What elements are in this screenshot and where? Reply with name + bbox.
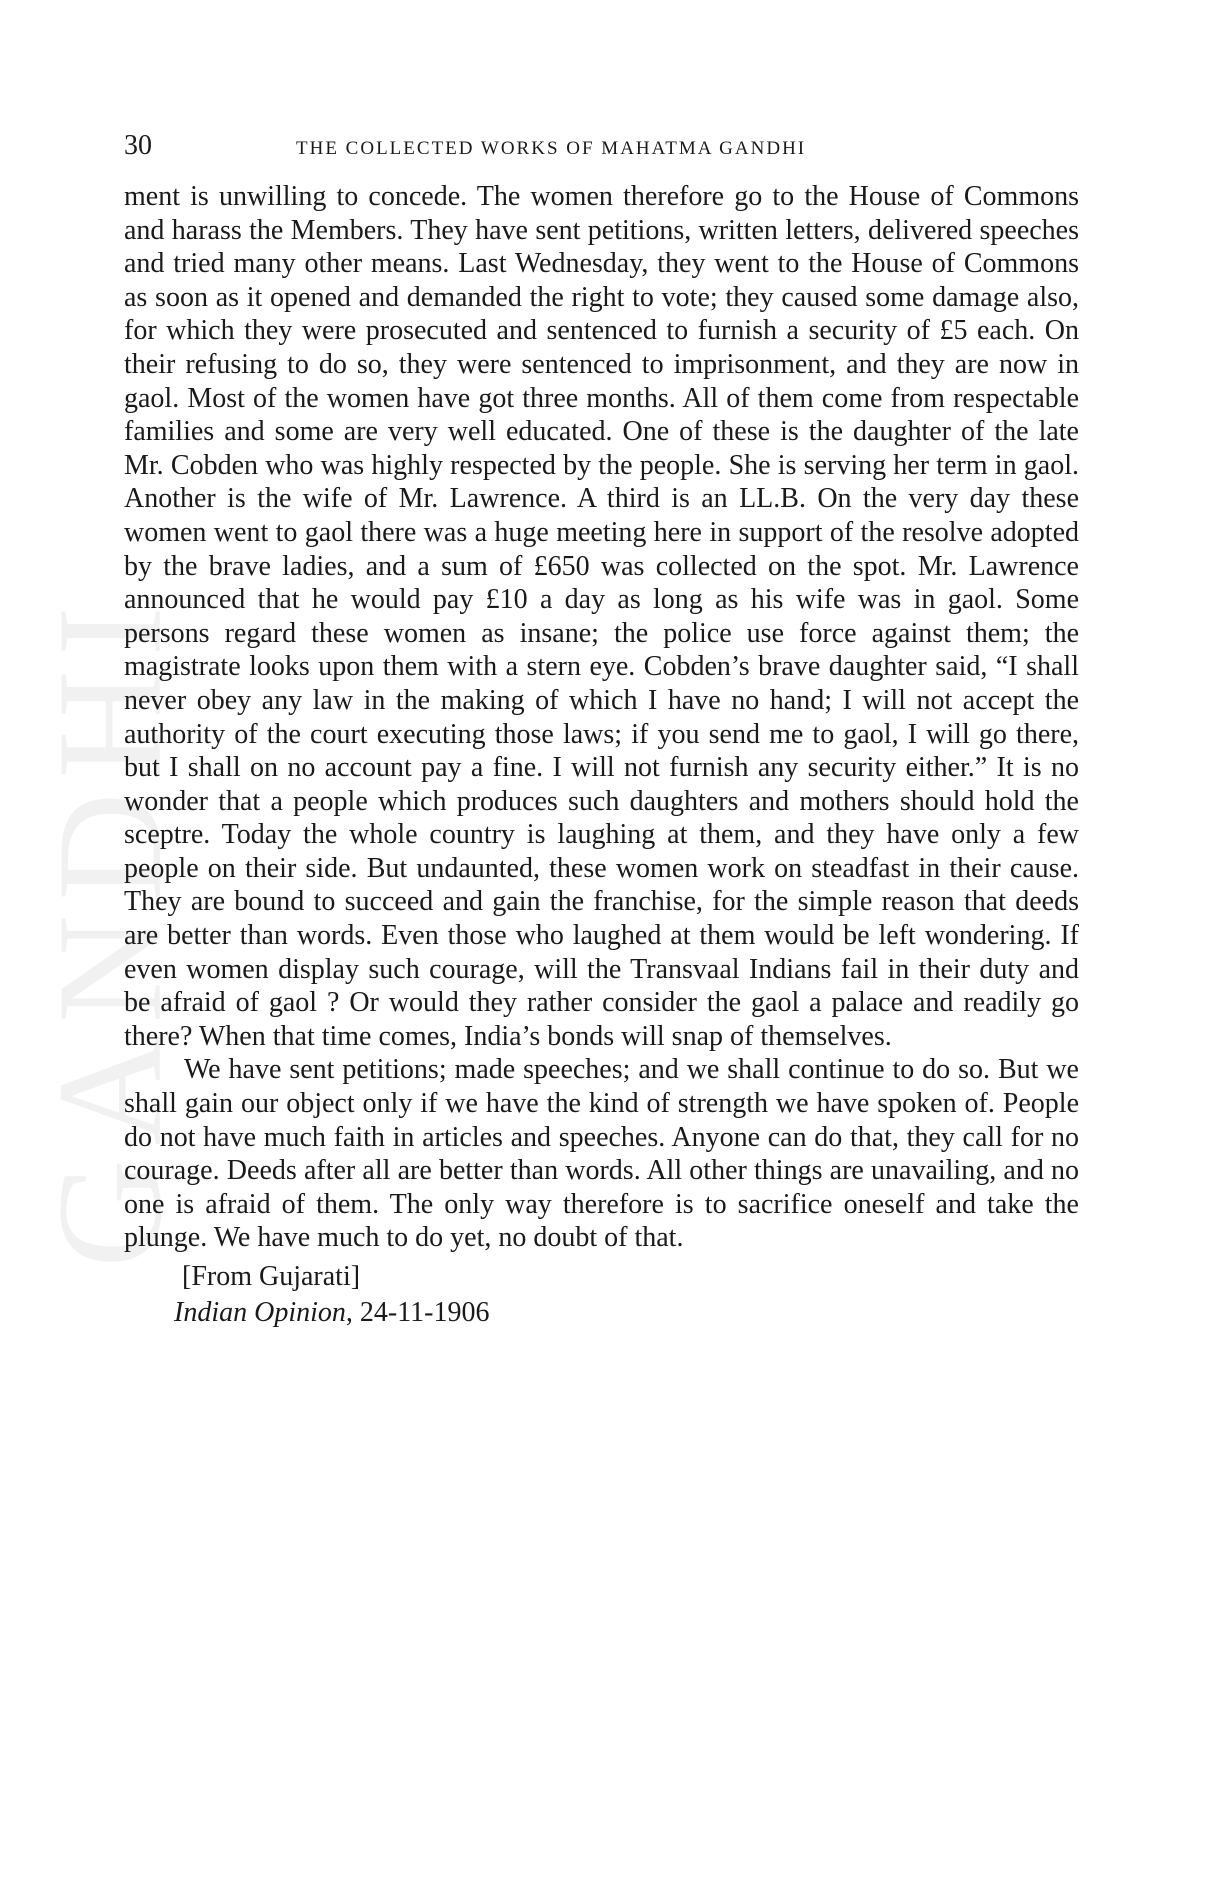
citation (124, 1295, 1079, 1331)
page-number: 30 (124, 130, 152, 161)
running-head (124, 130, 1079, 170)
page-body (124, 180, 1079, 1331)
citation-date: , 24-11-1906 (345, 1297, 490, 1328)
paragraph: We have sent petitions; made speeches; and we shall continue to do so. But we shall gain our object only if we have the kind of strength we have spoken of. People do not have much faith in articles and speeches. Anyone can do that, they call for no courage. Deeds after all are better than words. All other things are unavailing, and no one is afraid of them. The only way therefore is to sacrifice oneself and take the plunge. We have much to do yet, no doubt of that. (124, 1054, 1079, 1254)
citation-publication: Indian Opinion (174, 1297, 346, 1328)
source-note: [From Gujarati] (182, 1261, 361, 1292)
watermark-text: GANDHI (27, 592, 194, 1268)
paragraph: ment is unwilling to concede. The women therefore go to the House of Commons and harass the Members. They have sent petitions, written letters, delivered speeches and tried many other means. Last Wednesday, they went to the House of Commons as soon as it opened and demanded the right to vote; they caused some damage also, for which they were prosecuted and sentenced to furnish a security of £5 each. On their refusing to do so, they were sentenced to imprisonment, and they are now in gaol. Most of the women have got three months. All of them come from respectable families and some are very well educated. One of these is the daughter of the late Mr. Cobden who was highly respected by the people. She is serving her term in gaol. Another is the wife of Mr. Lawrence. A third is an LL.B. On the very day these women went to gaol there was a huge meeting here in support of the resolve adopted by the brave ladies, and a sum of £650 was collected on the spot. Mr. Lawrence announced that he would pay £10 a day as long as his wife was in gaol. Some persons regard these women as insane; the police use force against them; the magistrate looks upon them with a stern eye. Cobden’s brave daughter said, “I shall never obey any law in the making of which I have no hand; I will not accept the authority of the court executing those laws; if you send me to gaol, I will go there, but I shall on no account pay a fine. I will not furnish any security either.” It is no wonder that a people which produces such daughters and mothers should hold the sceptre. Today the whole country is laughing at them, and they have only a few people on their side. But undaunted, these women work on steadfast in their cause. They are bound to succeed and gain the franchise, for the simple reason that deeds are better than words. Even those who laughed at them would be left wondering. If even women display such courage, will the Transvaal Indians fail in their duty and be afraid of gaol ? Or would they rather consider the gaol a palace and readily go there? When that time comes, India’s bonds will snap of themselves. (124, 181, 1079, 1052)
running-title: THE COLLECTED WORKS OF MAHATMA GANDHI (296, 138, 807, 159)
